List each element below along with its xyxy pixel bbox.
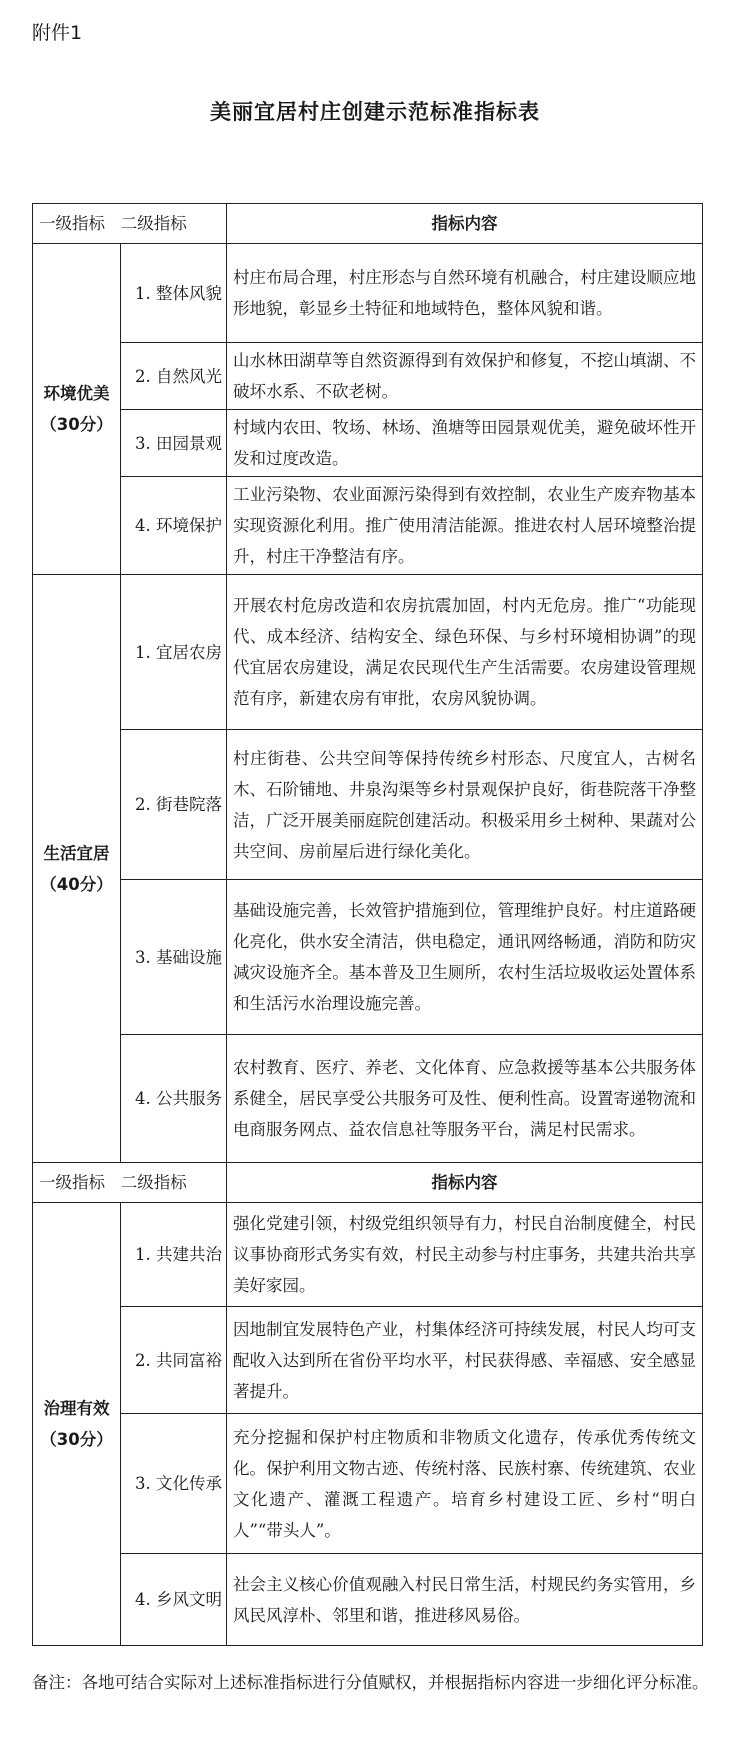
header-level2: 二级指标 <box>120 1173 187 1192</box>
table-row <box>33 410 703 477</box>
table-row <box>33 244 703 343</box>
sub-indicator: 4. 环境保护 <box>121 477 227 575</box>
sub-indicator: 1. 共建共治 <box>121 1203 227 1307</box>
header-level1: 一级指标 <box>39 214 105 233</box>
table-row <box>33 1203 703 1307</box>
category-name: 生活宜居 <box>43 843 110 863</box>
category-score: （30分） <box>40 415 113 434</box>
sub-indicator: 2. 共同富裕 <box>121 1307 227 1414</box>
table-row <box>33 575 703 730</box>
table-row <box>33 730 703 880</box>
indicator-content: 充分挖掘和保护村庄物质和非物质文化遗存，传承优秀传统文化。保护利用文物古迹、传统村落、民族村寨、传统建筑、农业文化遗产、灌溉工程遗产。培育乡村建设工匠、乡村“明白人”“带头人”。 <box>227 1414 703 1554</box>
indicator-content: 村庄街巷、公共空间等保持传统乡村形态、尺度宜人，古树名木、石阶铺地、井泉沟渠等乡村景观保护良好，街巷院落干净整洁，广泛开展美丽庭院创建活动。积极采用乡土树种、果蔬对公共空间、房前屋后进行绿化美化。 <box>227 730 703 880</box>
category-name: 环境优美 <box>43 384 110 403</box>
table-row <box>33 1035 703 1163</box>
sub-indicator: 4. 公共服务 <box>121 1035 227 1163</box>
table-row <box>33 1414 703 1554</box>
indicator-content: 社会主义核心价值观融入村民日常生活，村规民约务实管用，乡风民风淳朴、邻里和谐，推进移风易俗。 <box>227 1554 703 1646</box>
attachment-label: 附件1 <box>32 22 83 44</box>
table-row <box>33 1554 703 1646</box>
header-level1: 一级指标 <box>39 1173 105 1192</box>
indicator-content: 山水林田湖草等自然资源得到有效保护和修复，不挖山填湖、不破坏水系、不砍老树。 <box>227 343 703 410</box>
header-content: 指标内容 <box>227 1163 703 1203</box>
indicator-content: 基础设施完善，长效管护措施到位，管理维护良好。村庄道路硬化亮化，供水安全清洁，供电稳定，通讯网络畅通，消防和防灾减灾设施齐全。基本普及卫生厕所，农村生活垃圾收运处置体系和生活污水治理设施完善。 <box>227 880 703 1035</box>
table-header-row <box>33 204 703 244</box>
sub-indicator: 1. 整体风貌 <box>121 244 227 343</box>
header-content: 指标内容 <box>227 204 703 244</box>
indicator-content: 开展农村危房改造和农房抗震加固，村内无危房。推广“功能现代、成本经济、结构安全、绿色环保、与乡村环境相协调”的现代宜居农房建设，满足农民现代生产生活需要。农房建设管理规范有序，新建农房有审批，农房风貌协调。 <box>227 575 703 730</box>
header-level1-level2 <box>33 204 227 244</box>
table-row <box>33 477 703 575</box>
table-row <box>33 343 703 410</box>
table-row <box>33 880 703 1035</box>
indicator-content: 农村教育、医疗、养老、文化体育、应急救援等基本公共服务体系健全，居民享受公共服务可及性、便利性高。设置寄递物流和电商服务网点、益农信息社等服务平台，满足村民需求。 <box>227 1035 703 1163</box>
indicator-content: 工业污染物、农业面源污染得到有效控制，农业生产废弃物基本实现资源化利用。推广使用清洁能源。推进农村人居环境整治提升，村庄干净整洁有序。 <box>227 477 703 575</box>
category-cell <box>33 575 121 1163</box>
indicator-content: 村域内农田、牧场、林场、渔塘等田园景观优美，避免破坏性开发和过度改造。 <box>227 410 703 477</box>
header-level2: 二级指标 <box>120 214 187 233</box>
table-header-row <box>33 1163 703 1203</box>
category-cell <box>33 1203 121 1646</box>
page-title: 美丽宜居村庄创建示范标准指标表 <box>210 100 540 124</box>
sub-indicator: 2. 自然风光 <box>121 343 227 410</box>
table-row <box>33 1307 703 1414</box>
indicator-content: 村庄布局合理，村庄形态与自然环境有机融合，村庄建设顺应地形地貌，彰显乡土特征和地域特色，整体风貌和谐。 <box>227 244 703 343</box>
sub-indicator: 2. 街巷院落 <box>121 730 227 880</box>
category-name: 治理有效 <box>43 1399 110 1418</box>
footnote: 备注：各地可结合实际对上述标准指标进行分值赋权，并根据指标内容进一步细化评分标准。 <box>32 1673 709 1692</box>
header-level1-level2 <box>33 1163 227 1203</box>
indicator-content: 强化党建引领，村级党组织领导有力，村民自治制度健全，村民议事协商形式务实有效，村民主动参与村庄事务，共建共治共享美好家园。 <box>227 1203 703 1307</box>
sub-indicator: 3. 田园景观 <box>121 410 227 477</box>
indicator-content: 因地制宜发展特色产业，村集体经济可持续发展，村民人均可支配收入达到所在省份平均水平，村民获得感、幸福感、安全感显著提升。 <box>227 1307 703 1414</box>
sub-indicator: 1. 宜居农房 <box>121 575 227 730</box>
category-cell <box>33 244 121 575</box>
sub-indicator: 3. 文化传承 <box>121 1414 227 1554</box>
category-score: （40分） <box>40 874 113 894</box>
category-score: （30分） <box>40 1430 113 1449</box>
sub-indicator: 3. 基础设施 <box>121 880 227 1035</box>
sub-indicator: 4. 乡风文明 <box>121 1554 227 1646</box>
indicator-table <box>32 203 703 1646</box>
